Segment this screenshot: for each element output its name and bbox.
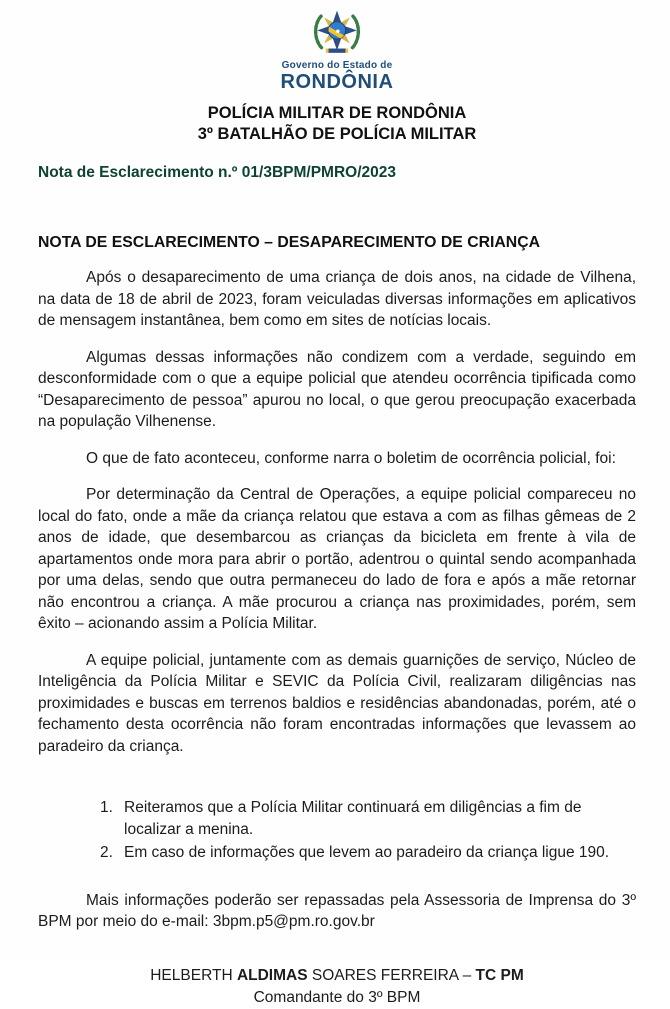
org-title-line1: POLÍCIA MILITAR DE RONDÔNIA [207, 104, 467, 122]
numbered-list [38, 797, 636, 864]
document-header [38, 8, 636, 144]
org-title-line2: 3º BATALHÃO DE POLÍCIA MILITAR [197, 124, 477, 143]
list-item-2 [100, 842, 636, 864]
list-item-1 [100, 797, 636, 840]
paragraph-4: Por determinação da Central de Operações, a equipe policial compareceu no local do fato, onde a mãe da criança relatou que estava a com as filhas gêmeas de 2 anos de idade, que desembarcou as crianças da bicicleta em frente à vila de apartamentos onde mora para abrir o portão, adentrou o quintal sendo acompanhada por uma delas, sendo que outra permaneceu do lado de fora e após a mãe retornar não encontrou a criança. A mãe procurou a criança nas proximidades, porém, sem êxito – acionando assim a Polícia Militar. [38, 486, 636, 633]
rondonia-coat-of-arms-icon [38, 8, 636, 58]
list-item-1-number: 1. [100, 799, 113, 817]
paragraph-5: A equipe policial, juntamente com as demais guarnições de serviço, Núcleo de Inteligência da Polícia Militar e SEVIC da Polícia Civil, realizaram diligências nas proximidades e buscas em terrenos baldios e residências abandonadas, porém, até o fechamento desta ocorrência não foram encontradas informações que levassem ao paradeiro da criança. [38, 651, 636, 755]
signatory-name [38, 965, 636, 987]
paragraph-3: O que de fato aconteceu, conforme narra o boletim de ocorrência policial, foi: [86, 449, 616, 467]
signatory-role: Comandante do 3º BPM [253, 988, 421, 1006]
government-of-state-label: Governo do Estado de [281, 60, 393, 71]
paragraph-1: Após o desaparecimento de uma criança de dois anos, na cidade de Vilhena, na data de 18 de abril de 2023, foram veiculadas diversas informações em aplicativos de mensagem instantânea, bem como em sites de notícias locais. [38, 269, 636, 330]
signatory-rank: TC PM [475, 966, 524, 984]
document-reference-number: Nota de Esclarecimento n.º 01/3BPM/PMRO/2023 [38, 164, 396, 182]
list-item-2-text: Em caso de informações que levem ao paradeiro da criança ligue 190. [124, 844, 610, 862]
closing-paragraph: Mais informações poderão ser repassadas pela Assessoria de Imprensa do 3º BPM por meio do e-mail: 3bpm.p5@pm.ro.gov.br [38, 891, 636, 931]
signatory-name-surnames: SOARES FERREIRA – [307, 966, 476, 984]
signatory-name-first: HELBERTH [150, 966, 237, 984]
org-title-block [38, 103, 636, 144]
paragraph-2: Algumas dessas informações não condizem com a verdade, seguindo em desconformidade com o que a equipe policial que atendeu ocorrência tipificada como “Desaparecimento de pessoa” apurou no local, o que gerou preocupação exacerbada na população Vilhenense. [38, 348, 636, 431]
state-name-label: RONDÔNIA [280, 71, 394, 93]
signature-block [38, 965, 636, 1009]
document-heading: NOTA DE ESCLARECIMENTO – DESAPARECIMENTO DE CRIANÇA [38, 234, 541, 252]
list-item-1-text: Reiteramos que a Polícia Militar continuará em diligências a fim de localizar a menina. [124, 799, 582, 838]
list-item-2-number: 2. [100, 844, 113, 862]
signatory-name-warname: ALDIMAS [236, 966, 308, 984]
